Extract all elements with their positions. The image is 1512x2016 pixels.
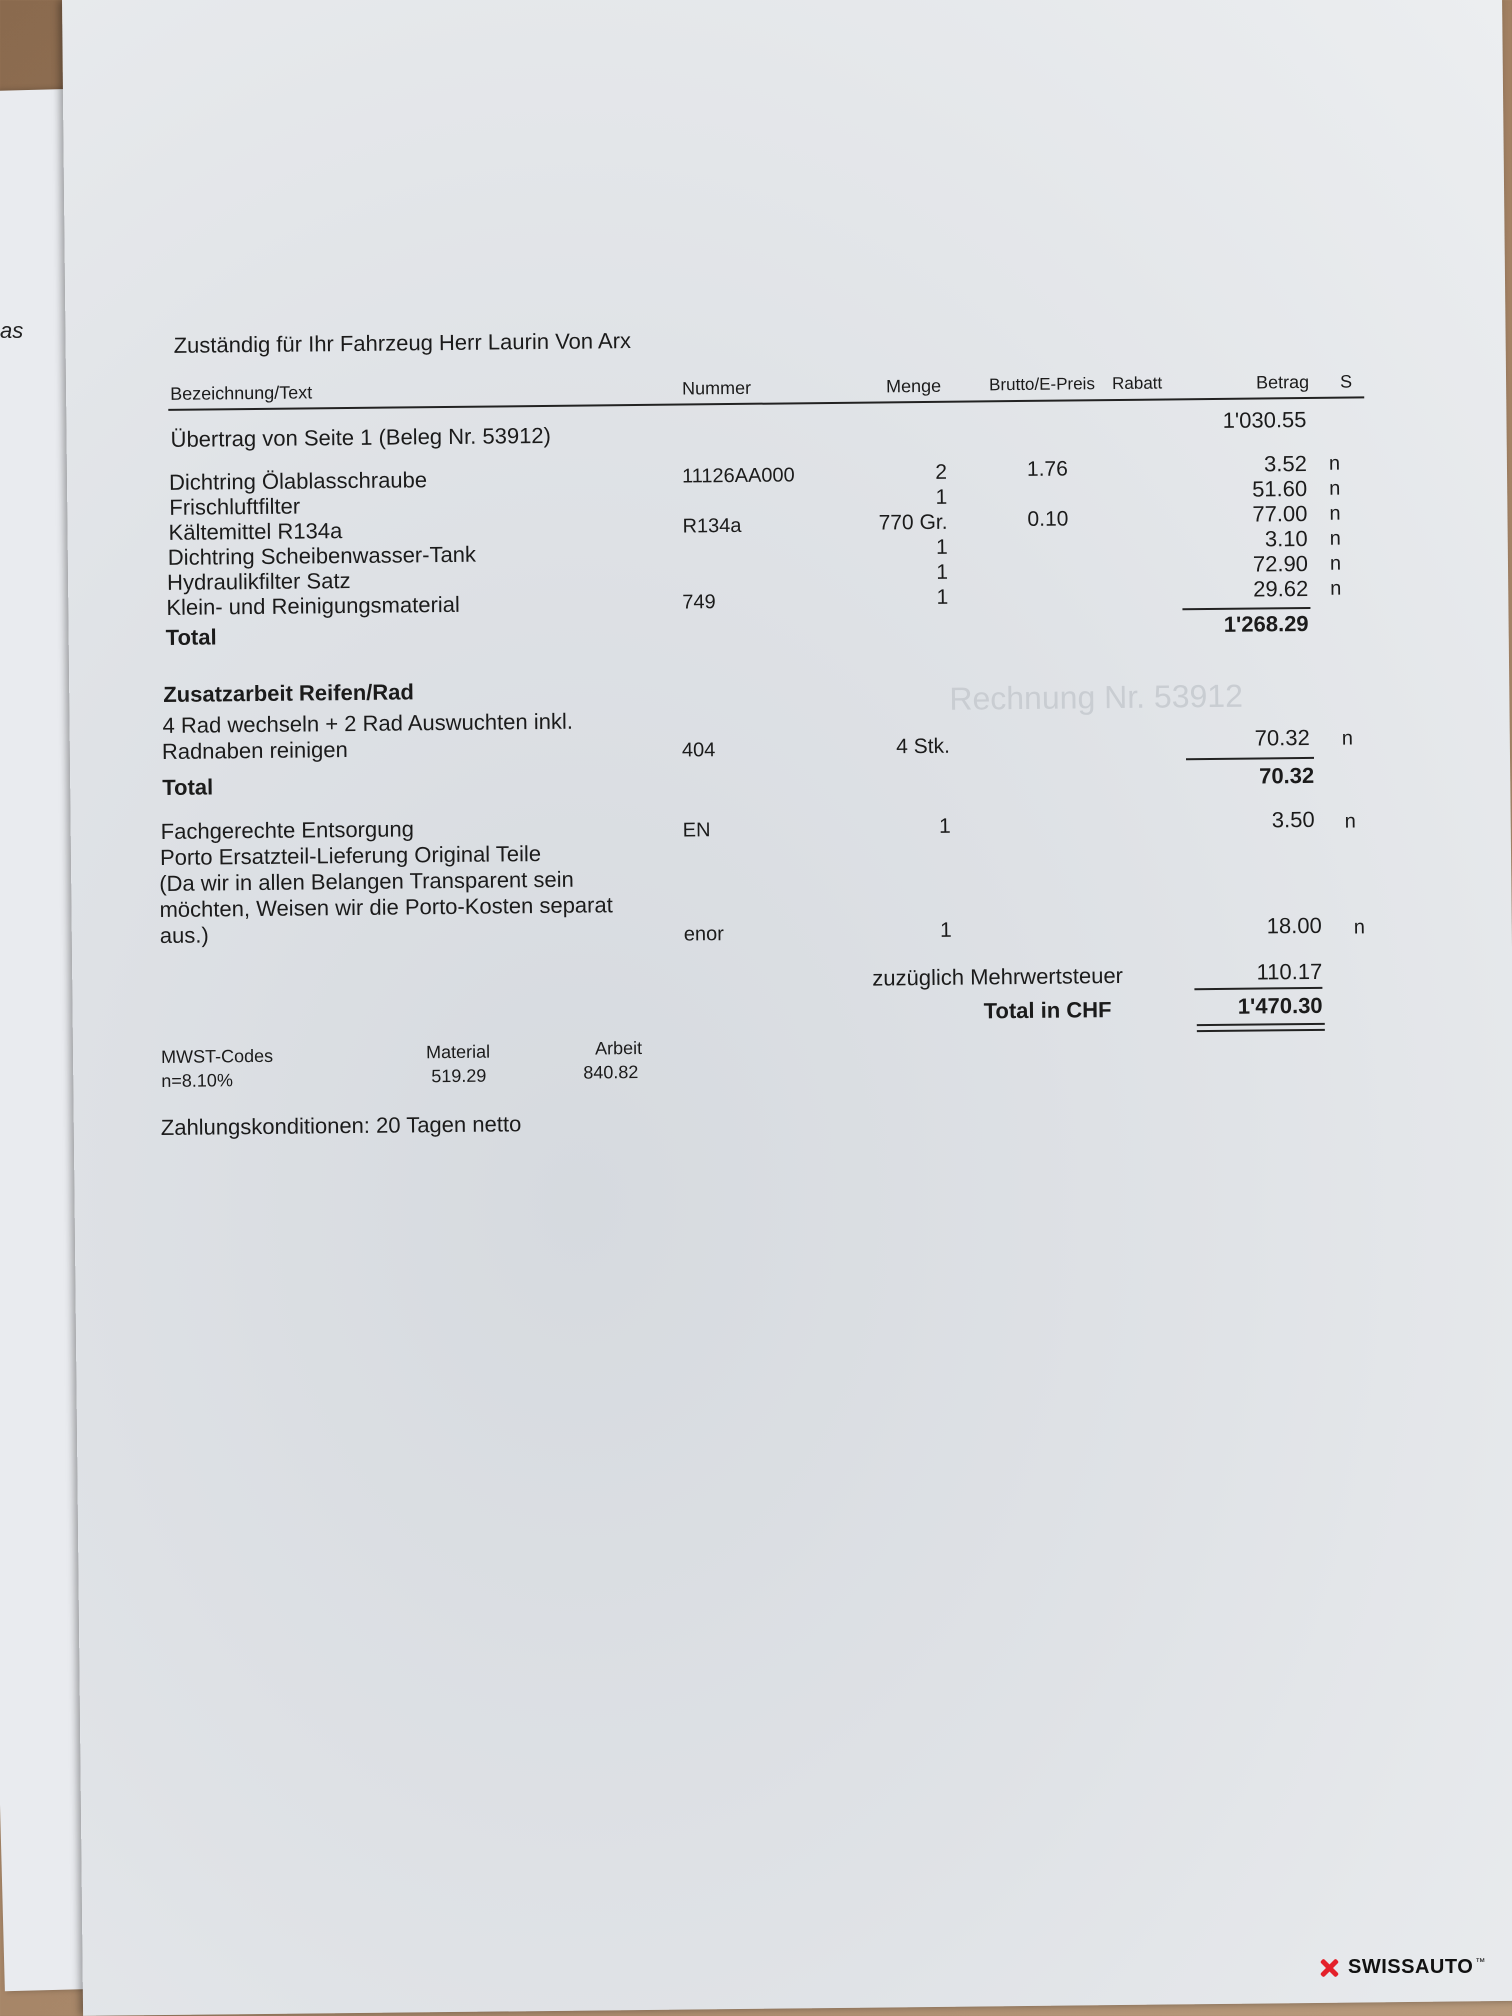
col-brutto-preis: Brutto/E-Preis — [988, 374, 1095, 395]
edge-fragment: as — [0, 318, 24, 343]
grand-total-value: 1'470.30 — [1237, 992, 1323, 1019]
porto-line3: möchten, Weisen wir die Porto-Kosten separat — [159, 892, 613, 923]
col-nummer: Nummer — [681, 377, 752, 399]
mwst-codes-label: MWST-Codes — [160, 1045, 274, 1068]
zusatzarbeit-line1: 4 Rad wechseln + 2 Rad Auswuchten inkl. — [162, 708, 574, 738]
item-text: Dichtring Scheibenwasser-Tank — [167, 541, 477, 570]
double-rule-top — [1197, 1023, 1325, 1026]
responsible-person: Zuständig für Ihr Fahrzeug Herr Laurin Von Arx — [173, 328, 632, 358]
logo-wordmark: SWISSAUTO — [1348, 1956, 1474, 1978]
item-preis: 1.76 — [1026, 457, 1068, 481]
item-text: Hydraulikfilter Satz — [166, 568, 351, 595]
item-nummer: 11126AA000 — [681, 464, 795, 488]
arbeit-label: Arbeit — [594, 1037, 643, 1059]
item-s: n — [1329, 552, 1342, 575]
item-text: Dichtring Ölablasschraube — [168, 467, 428, 495]
zusatzarbeit-betrag: 70.32 — [1254, 724, 1310, 751]
porto-line4: aus.) — [159, 922, 209, 949]
item-menge: 1 — [935, 535, 948, 559]
mwst-value: 110.17 — [1256, 958, 1323, 985]
total-label: Total — [165, 624, 217, 650]
item-betrag: 29.62 — [1253, 575, 1309, 602]
item-s: n — [1329, 477, 1341, 500]
entsorgung-nummer: EN — [682, 819, 711, 842]
entsorgung-s: n — [1344, 810, 1356, 833]
item-text: Frischluftfilter — [169, 493, 301, 520]
entsorgung-menge: 1 — [938, 814, 951, 838]
total-label: Total — [162, 774, 214, 800]
swissauto-logo — [1318, 1956, 1485, 1979]
logo-trademark: ™ — [1475, 1957, 1486, 1968]
item-text: Klein- und Reinigungsmaterial — [166, 591, 460, 620]
col-rabatt: Rabatt — [1111, 373, 1163, 394]
item-betrag: 72.90 — [1252, 550, 1309, 577]
invoice-page — [62, 0, 1512, 2016]
material-label: Material — [425, 1041, 491, 1063]
item-preis: 0.10 — [1027, 507, 1069, 531]
zusatzarbeit-menge: 4 Stk. — [896, 734, 950, 759]
zusatzarbeit-title: Zusatzarbeit Reifen/Rad — [163, 679, 415, 707]
item-betrag: 3.52 — [1263, 450, 1308, 477]
item-betrag: 77.00 — [1252, 500, 1308, 527]
arbeit-value: 840.82 — [583, 1062, 639, 1083]
mwst-code-value: n=8.10% — [161, 1070, 233, 1092]
porto-line1: Porto Ersatzteil-Lieferung Original Teile — [159, 841, 542, 871]
subtotal-rule — [1182, 607, 1310, 610]
item-s: n — [1330, 577, 1342, 600]
zusatzarbeit-line2: Radnaben reinigen — [161, 737, 348, 764]
entsorgung-text: Fachgerechte Entsorgung — [160, 816, 415, 845]
col-betrag: Betrag — [1255, 371, 1310, 393]
porto-line2: (Da wir in allen Belangen Transparent sein — [159, 866, 574, 897]
item-menge: 1 — [935, 485, 948, 509]
material-value: 519.29 — [431, 1065, 487, 1087]
zusatzarbeit-s: n — [1341, 727, 1354, 750]
item-betrag: 51.60 — [1251, 475, 1308, 502]
uebertrag-text: Übertrag von Seite 1 (Beleg Nr. 53912) — [170, 422, 552, 452]
grand-total-label: Total in CHF — [983, 997, 1112, 1024]
double-rule-bottom — [1197, 1029, 1325, 1032]
item-menge: 1 — [936, 585, 949, 609]
porto-s: n — [1353, 916, 1366, 939]
zusatzarbeit-nummer: 404 — [681, 739, 716, 762]
item-menge: 1 — [936, 560, 949, 584]
mwst-rule — [1194, 987, 1322, 990]
porto-nummer: enor — [683, 923, 724, 946]
item-menge: 770 Gr. — [878, 510, 948, 535]
col-menge: Menge — [885, 375, 942, 397]
item-s: n — [1328, 452, 1341, 475]
swiss-cross-icon — [1318, 1957, 1340, 1979]
item-text: Kältemittel R134a — [168, 518, 343, 545]
uebertrag-betrag: 1'030.55 — [1222, 406, 1307, 433]
item-nummer: R134a — [682, 514, 742, 538]
entsorgung-betrag: 3.50 — [1271, 806, 1315, 833]
item-s: n — [1329, 502, 1341, 525]
col-s: S — [1339, 371, 1353, 392]
porto-menge: 1 — [939, 918, 952, 942]
porto-betrag: 18.00 — [1266, 912, 1322, 939]
payment-terms: Zahlungskonditionen: 20 Tagen netto — [160, 1111, 522, 1141]
col-bezeichnung: Bezeichnung/Text — [170, 382, 313, 404]
total-value: 1'268.29 — [1223, 610, 1309, 637]
total-value: 70.32 — [1258, 762, 1315, 789]
item-s: n — [1329, 527, 1341, 550]
item-betrag: 3.10 — [1264, 525, 1308, 552]
item-nummer: 749 — [682, 591, 716, 614]
subtotal-rule — [1186, 757, 1314, 760]
mwst-label: zuzüglich Mehrwertsteuer — [872, 962, 1124, 991]
bleed-through-title: Rechnung Nr. 53912 — [949, 677, 1244, 717]
item-menge: 2 — [935, 460, 948, 484]
